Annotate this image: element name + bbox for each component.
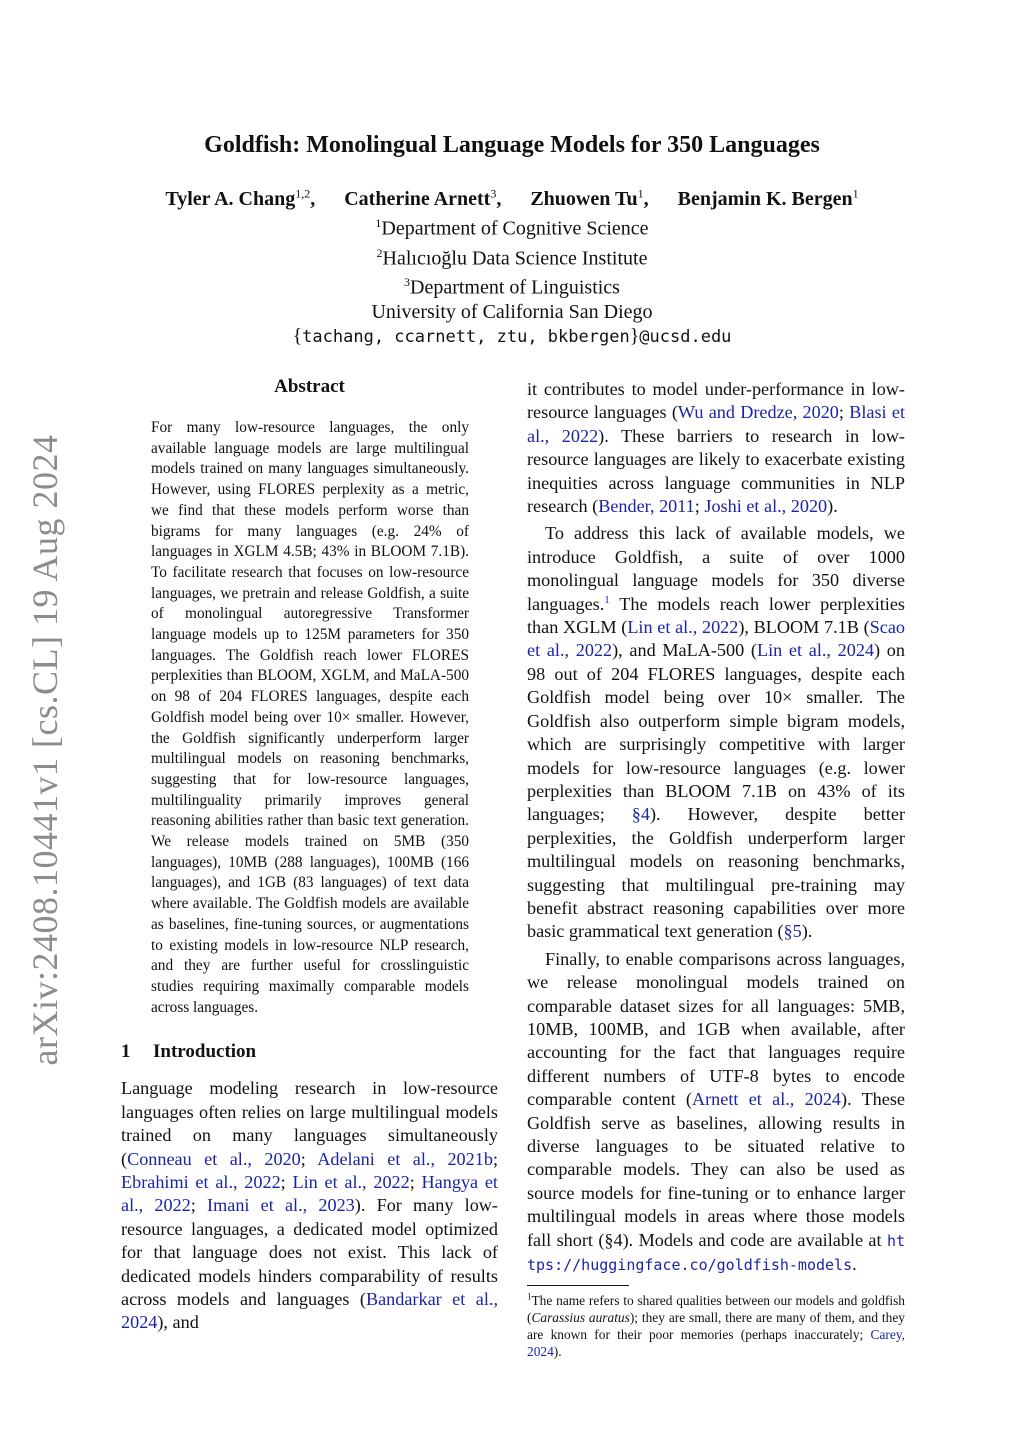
section-reference-link[interactable]: §5: [783, 921, 802, 942]
right-column: [527, 378, 905, 1360]
citation-link[interactable]: Hangya et al., 2022: [121, 1172, 498, 1216]
footnote-divider: [527, 1285, 629, 1286]
footnote-marker[interactable]: 1: [604, 593, 610, 606]
citation-link[interactable]: Arnett et al., 2024: [691, 1089, 842, 1110]
affiliation-line: $^3$Department of Linguistics: [404, 275, 620, 299]
paper-title: Goldfish: Monolingual Language Models for 350 Languages: [204, 132, 820, 158]
affiliation-block: [0, 211, 1024, 349]
citation-link[interactable]: Lin et al., 2024: [756, 640, 875, 661]
author-name: Tyler A. Chang$^{1,2}$,: [165, 186, 316, 210]
arxiv-identifier-stamp: arXiv:2408.10441v1 [cs.CL] 19 Aug 2024: [25, 434, 65, 1066]
author-name: Zhuowen Tu$^1$,: [530, 186, 649, 210]
citation-link[interactable]: Ebrahimi et al., 2022: [121, 1172, 281, 1193]
citation-link[interactable]: Conneau et al., 2020: [127, 1148, 301, 1169]
affiliation-line: University of California San Diego: [371, 300, 653, 323]
citation-link[interactable]: Bandarkar et al., 2024: [121, 1289, 498, 1333]
citation-link[interactable]: Wu and Dredze, 2020: [677, 402, 839, 423]
section-reference-link[interactable]: §4: [631, 804, 650, 825]
intro-paragraph: Language modeling research in low-resource languages often relies on large multilingual models trained on many languages simultaneously (Conneau et al., 2020; Adelani et al., 2021b; Ebrahimi et al., 2022; Lin et al., 2022; Hangya et al., 2022; Imani et al., 2023). For many low-resource languages, a dedicated model optimized for that language does not exist. This lack of dedicated models hinders comparability of results across models and languages (Bandarkar et al., 2024), and: [121, 1078, 498, 1333]
body-paragraph: Finally, to enable comparisons across languages, we release monolingual models trained on comparable dataset sizes for all languages: 5MB, 10MB, 100MB, and 1GB when available, after accounting for the fact that languages require different numbers of UTF-8 bytes to encode comparable content (Arnett et al., 2024). These Goldfish serve as baselines, allowing results in diverse languages to be situated relative to comparable models. They can also be used as source models for fine-tuning or to enhance larger multilingual models in areas where those models fall short (§4). Models and code are available at https://huggingface.co/goldfish-models.: [527, 948, 905, 1275]
author-list: [0, 186, 1024, 211]
section-number: 1: [121, 1041, 131, 1063]
footnote: $^1$The name refers to shared qualities between our models and goldfish (Carassius auratus); they are small, there are many of them, and they are known for their poor memories (perhaps inaccurately; Carey, 2024).: [527, 1291, 905, 1360]
models-url-link[interactable]: https://huggingface.co/goldfish-models: [527, 1231, 905, 1275]
abstract-text: For many low-resource languages, the only available language models are large multilingual models trained on many languages simultaneously. However, using FLORES perplexity as a metric, we find that these models perform worse than bigrams for many languages (e.g. 24% of languages in XGLM 4.5B; 43% in BLOOM 7.1B). To facilitate research that focuses on low-resource languages, we pretrain and release Goldfish, a suite of monolingual autoregressive Transformer language models up to 125M parameters for 350 languages. The Goldfish reach lower FLORES perplexities than BLOOM, XGLM, and MaLA-500 on 98 of 204 FLORES languages, despite each Goldfish model being over 10× smaller. However, the Goldfish significantly underperform larger multilingual models on reasoning benchmarks, suggesting that for low-resource languages, multilinguality primarily improves general reasoning abilities rather than basic text generation. We release models trained on 5MB (350 languages), 10MB (288 languages), 100MB (166 languages), and 1GB (83 languages) of text data where available. The Goldfish models are available as baselines, fine-tuning sources, or augmentations to existing models in low-resource NLP research, and they are further useful for crosslinguistic studies requiring maximally comparable models across languages.: [151, 419, 469, 1016]
affiliation-line: $^2$Halıcıoğlu Data Science Institute: [376, 245, 648, 270]
citation-link[interactable]: Lin et al., 2022: [627, 617, 739, 638]
citation-link[interactable]: Imani et al., 2023: [207, 1195, 355, 1216]
citation-link[interactable]: Lin et al., 2022: [292, 1172, 410, 1193]
citation-link[interactable]: Carey, 2024: [527, 1327, 905, 1360]
citation-link[interactable]: Joshi et al., 2020: [704, 496, 828, 517]
citation-link[interactable]: Scao et al., 2022: [527, 617, 905, 661]
affiliation-line: $^1$Department of Cognitive Science: [375, 216, 649, 240]
citation-link[interactable]: Blasi et al., 2022: [527, 402, 905, 446]
citation-link[interactable]: Adelani et al., 2021b: [317, 1148, 493, 1169]
author-name: Catherine Arnett$^3$,: [344, 186, 502, 210]
section-title: Introduction: [153, 1041, 257, 1063]
abstract-heading: Abstract: [274, 376, 345, 397]
body-paragraph: it contributes to model under-performance in low-resource languages (Wu and Dredze, 2020; Blasi et al., 2022). These barriers to research in low-resource languages are likely to exacerbate existing inequities across language communities in NLP research (Bender, 2011; Joshi et al., 2020).: [527, 379, 905, 517]
citation-link[interactable]: Bender, 2011: [598, 496, 695, 517]
author-emails: {tachang, ccarnett, ztu, bkbergen}@ucsd.edu: [292, 324, 732, 347]
author-name: Benjamin K. Bergen$^1$: [677, 186, 859, 210]
body-paragraph: To address this lack of available models, we introduce Goldfish, a suite of over 1000 monolingual language models for 350 diverse languages.$^1$ The models reach lower perplexities than XGLM (Lin et al., 2022), BLOOM 7.1B (Scao et al., 2022), and MaLA-500 (Lin et al., 2024) on 98 out of 204 FLORES languages, despite each Goldfish model being over 10× smaller. The Goldfish also outperform simple bigram models, which are surprisingly competitive with larger models for low-resource languages (e.g. lower perplexities than BLOOM 7.1B on 43% of its languages; §4). However, despite better perplexities, the Goldfish underperform larger multilingual models on reasoning benchmarks, suggesting that multilingual pre-training may benefit abstract reasoning capabilities over more basic grammatical text generation (§5).: [527, 523, 906, 942]
introduction-heading: [121, 1041, 498, 1063]
left-column: [121, 376, 498, 1335]
